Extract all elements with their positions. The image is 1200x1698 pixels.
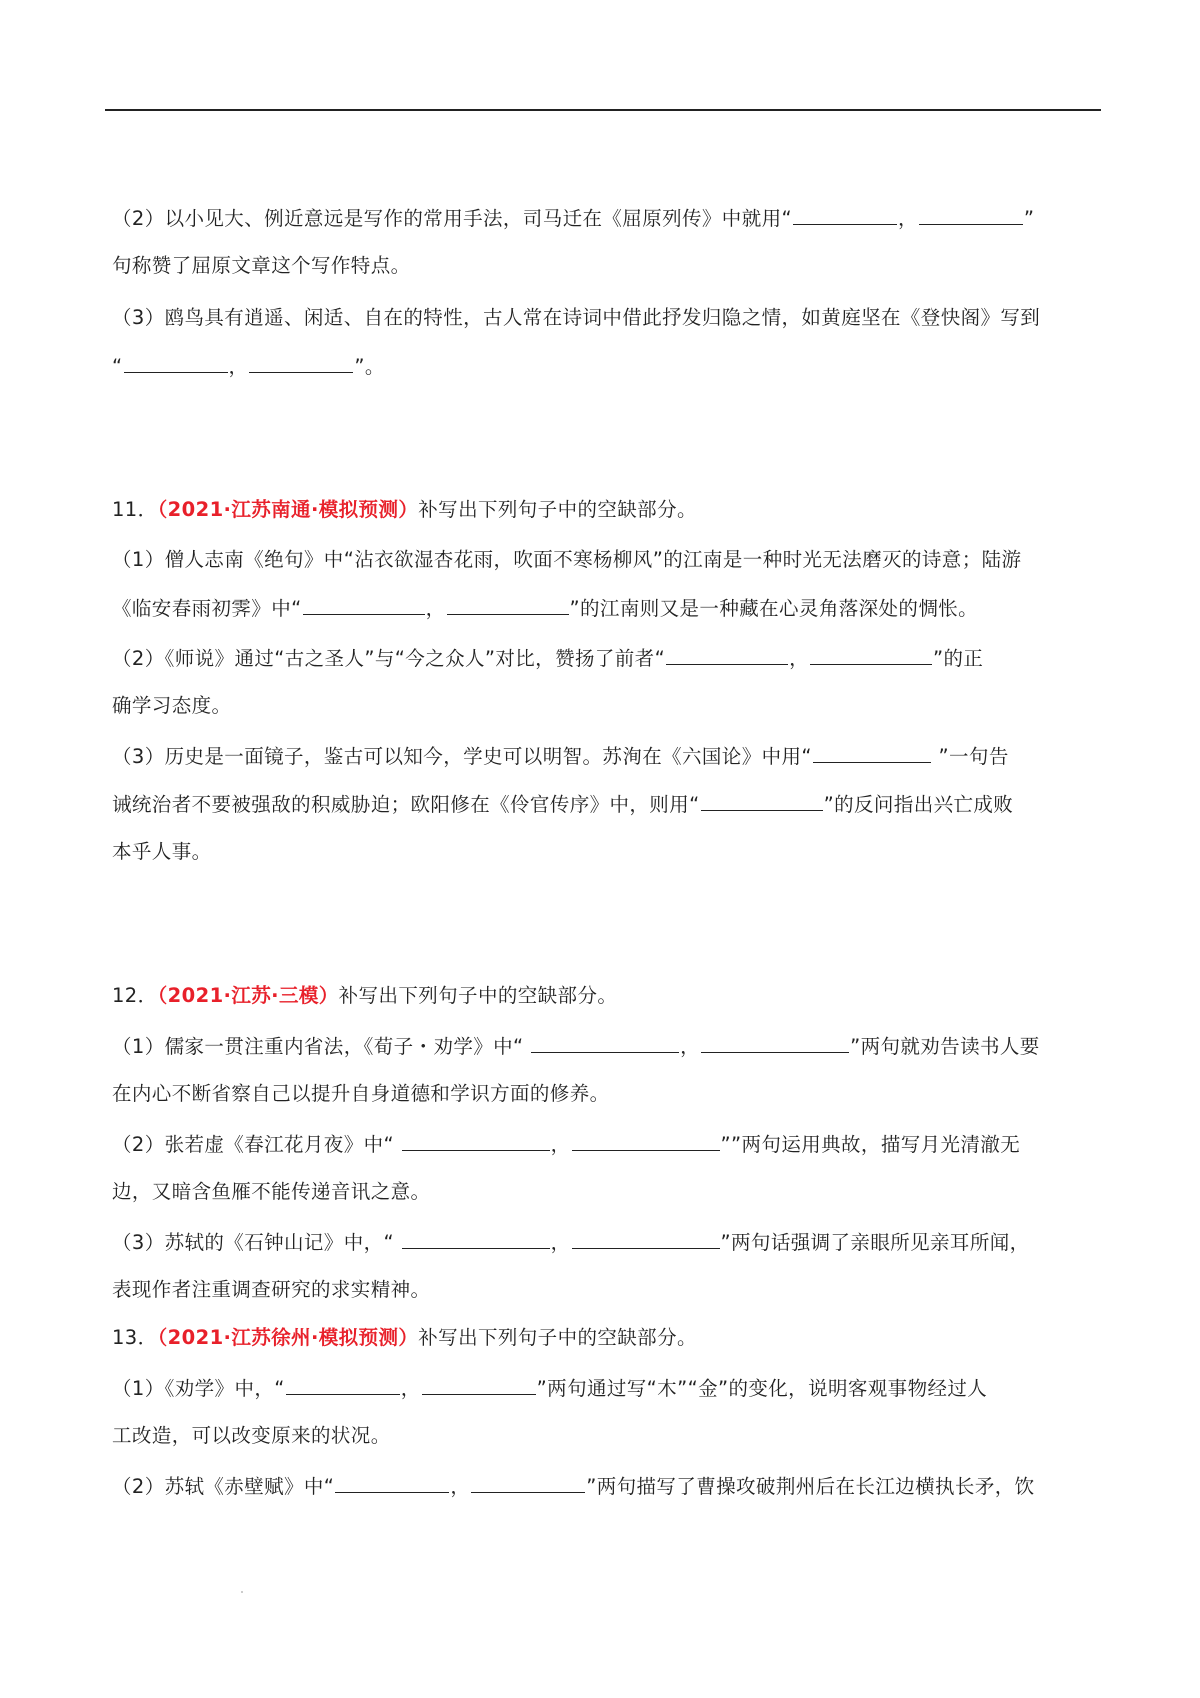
answer-blank[interactable] xyxy=(919,206,1023,225)
answer-blank[interactable] xyxy=(124,354,228,373)
answer-blank[interactable] xyxy=(701,792,823,811)
q12-item2-line1: （2）张若虚《春江花月夜》中“ ， ””两句运用典故，描写月光清澈无 xyxy=(112,1133,1021,1156)
q12-item3-line1: （3）苏轼的《石钟山记》中，“ ， ”两句话强调了亲眼所见亲耳所闻， xyxy=(112,1231,1030,1254)
q13-source: （2021·江苏徐州·模拟预测） xyxy=(157,1326,419,1349)
scan-speck xyxy=(241,1591,243,1593)
answer-blank[interactable] xyxy=(447,596,569,615)
answer-blank[interactable] xyxy=(335,1474,449,1493)
answer-blank[interactable] xyxy=(402,1230,550,1249)
q10-item2-line1: （2）以小见大、例近意远是写作的常用手法，司马迁在《屈原列传》中就用“ ， ” xyxy=(112,207,1035,230)
header-rule xyxy=(105,109,1101,111)
q10-item3-line2: “ ， ”。 xyxy=(112,355,385,378)
answer-blank[interactable] xyxy=(249,354,353,373)
answer-blank[interactable] xyxy=(286,1376,400,1395)
answer-blank[interactable] xyxy=(666,646,788,665)
answer-blank[interactable] xyxy=(701,1034,849,1053)
q12-item2-line2: 边，又暗含鱼雁不能传递音讯之意。 xyxy=(112,1180,431,1203)
q10-item2-line2: 句称赞了屈原文章这个写作特点。 xyxy=(112,254,411,277)
q11-item2-line1: （2）《师说》通过“古之圣人”与“今之众人”对比，赞扬了前者“ ， ”的正 xyxy=(112,647,984,670)
answer-blank[interactable] xyxy=(531,1034,679,1053)
answer-blank[interactable] xyxy=(793,206,897,225)
q13-item1-line1: （1）《劝学》中，“ ， ”两句通过写“木”“金”的变化，说明客观事物经过人 xyxy=(112,1377,988,1400)
q12-item3-line2: 表现作者注重调查研究的求实精神。 xyxy=(112,1278,431,1301)
q12-item1-line2: 在内心不断省察自己以提升自身道德和学识方面的修养。 xyxy=(112,1082,610,1105)
answer-blank[interactable] xyxy=(303,596,425,615)
q11-item3-line1: （3）历史是一面镜子，鉴古可以知今，学史可以明智。苏洵在《六国论》中用“ ”一句告 xyxy=(112,745,1009,768)
q11-item1-line2: 《临安春雨初霁》中“ ， ”的江南则又是一种藏在心灵角落深处的惆怅。 xyxy=(112,597,979,620)
q13-heading: 13．（2021·江苏徐州·模拟预测）补写出下列句子中的空缺部分。 xyxy=(112,1326,697,1349)
q13-item2-line1: （2）苏轼《赤壁赋》中“ ， ”两句描写了曹操攻破荆州后在长江边横执长矛，饮 xyxy=(112,1475,1035,1498)
q11-item3-line2: 诫统治者不要被强敌的积威胁迫；欧阳修在《伶官传序》中，则用“ ”的反问指出兴亡成败 xyxy=(112,793,1014,816)
q11-item2-line2: 确学习态度。 xyxy=(112,694,232,717)
q12-item1-line1: （1）儒家一贯注重内省法，《荀子・劝学》中“ ， ”两句就劝告读书人要 xyxy=(112,1035,1040,1058)
q12-heading: 12．（2021·江苏·三模）补写出下列句子中的空缺部分。 xyxy=(112,984,618,1007)
answer-blank[interactable] xyxy=(572,1132,720,1151)
q11-item1-line1: （1）僧人志南《绝句》中“沾衣欲湿杏花雨，吹面不寒杨柳风”的江南是一种时光无法磨灭的诗意；陆游 xyxy=(112,548,1022,571)
answer-blank[interactable] xyxy=(471,1474,585,1493)
q11-source: （2021·江苏南通·模拟预测） xyxy=(157,498,419,521)
q12-source: （2021·江苏·三模） xyxy=(157,984,339,1007)
q11-item3-line3: 本乎人事。 xyxy=(112,840,212,863)
answer-blank[interactable] xyxy=(810,646,932,665)
answer-blank[interactable] xyxy=(813,744,931,763)
answer-blank[interactable] xyxy=(402,1132,550,1151)
answer-blank[interactable] xyxy=(422,1376,536,1395)
q13-item1-line2: 工改造，可以改变原来的状况。 xyxy=(112,1424,391,1447)
answer-blank[interactable] xyxy=(572,1230,720,1249)
q11-heading: 11．（2021·江苏南通·模拟预测）补写出下列句子中的空缺部分。 xyxy=(112,498,697,521)
q10-item3-line1: （3）鸥鸟具有逍遥、闲适、自在的特性，古人常在诗词中借此抒发归隐之情，如黄庭坚在《登快阁》写到 xyxy=(112,306,1041,329)
